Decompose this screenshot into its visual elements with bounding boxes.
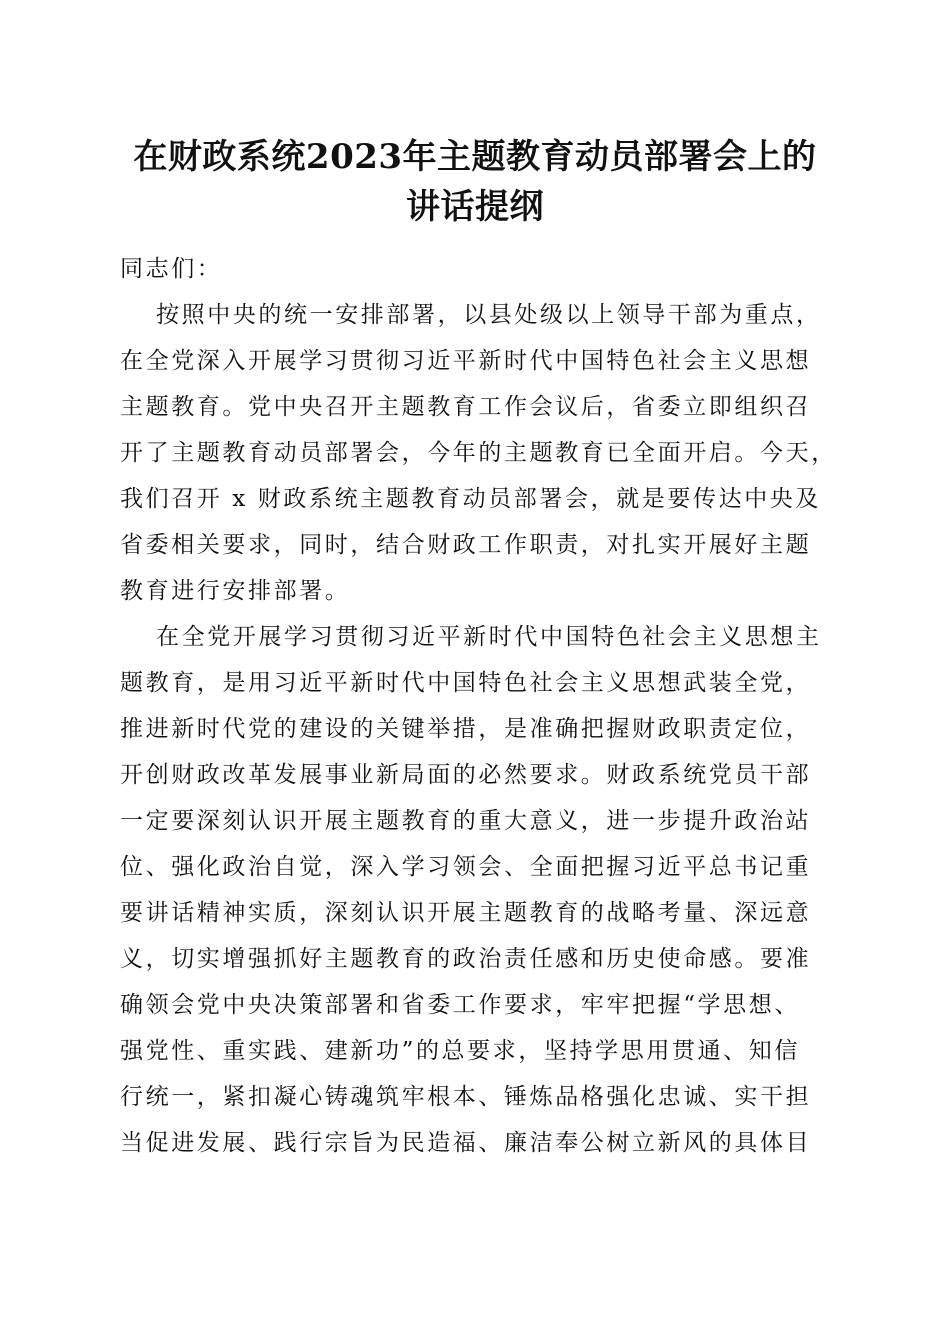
- paragraph-line: 在全党开展学习贯彻习近平新时代中国特色社会主义思想主: [156, 624, 822, 650]
- title-line: 在财政系统2023年主题教育动员部署会上的: [133, 137, 817, 177]
- paragraph-line: 一定要深刻认识开展主题教育的重大意义，进一步提升政治站: [120, 808, 812, 834]
- document-title: [60, 132, 890, 232]
- title-line: 讲话提纲: [406, 187, 544, 227]
- paragraph-line: 我们召开 x 财政系统主题教育动员部署会，就是要传达中央及: [120, 486, 821, 512]
- paragraph-line: 开了主题教育动员部署会，今年的主题教育已全面开启。今天，: [120, 440, 837, 466]
- paragraph-line: 强党性、重实践、建新功”的总要求，坚持学思用贯通、知信: [120, 1038, 800, 1064]
- salutation: 同志们：: [120, 256, 223, 282]
- paragraph-line: 在全党深入开展学习贯彻习近平新时代中国特色社会主义思想: [120, 348, 812, 374]
- paragraph-line: 确领会党中央决策部署和省委工作要求，牢牢把握“学思想、: [120, 992, 800, 1018]
- paragraph-line: 要讲话精神实质，深刻认识开展主题教育的战略考量、深远意: [120, 900, 812, 926]
- paragraph: [120, 614, 832, 1166]
- paragraph-line: 按照中央的统一安排部署，以县处级以上领导干部为重点，: [156, 302, 822, 328]
- paragraph-line: 题教育，是用习近平新时代中国特色社会主义思想武装全党，: [120, 670, 812, 696]
- paragraph-line: 省委相关要求，同时，结合财政工作职责，对扎实开展好主题: [120, 532, 812, 558]
- paragraph-line: 行统一，紧扣凝心铸魂筑牢根本、锤炼品格强化忠诚、实干担: [120, 1084, 812, 1110]
- paragraph-line: 当促进发展、践行宗旨为民造福、廉洁奉公树立新风的具体目: [120, 1130, 812, 1156]
- paragraph-line: 位、强化政治自觉，深入学习领会、全面把握习近平总书记重: [120, 854, 812, 880]
- paragraph-line: 义，切实增强抓好主题教育的政治责任感和历史使命感。要准: [120, 946, 812, 972]
- document-body: [120, 246, 837, 1166]
- paragraph-line: 推进新时代党的建设的关键举措，是准确把握财政职责定位，: [120, 716, 812, 742]
- paragraph-line: 教育进行安排部署。: [120, 578, 351, 604]
- paragraph-line: 开创财政改革发展事业新局面的必然要求。财政系统党员干部: [120, 762, 812, 788]
- paragraph-line: 主题教育。党中央召开主题教育工作会议后，省委立即组织召: [120, 394, 812, 420]
- paragraph: [120, 292, 837, 614]
